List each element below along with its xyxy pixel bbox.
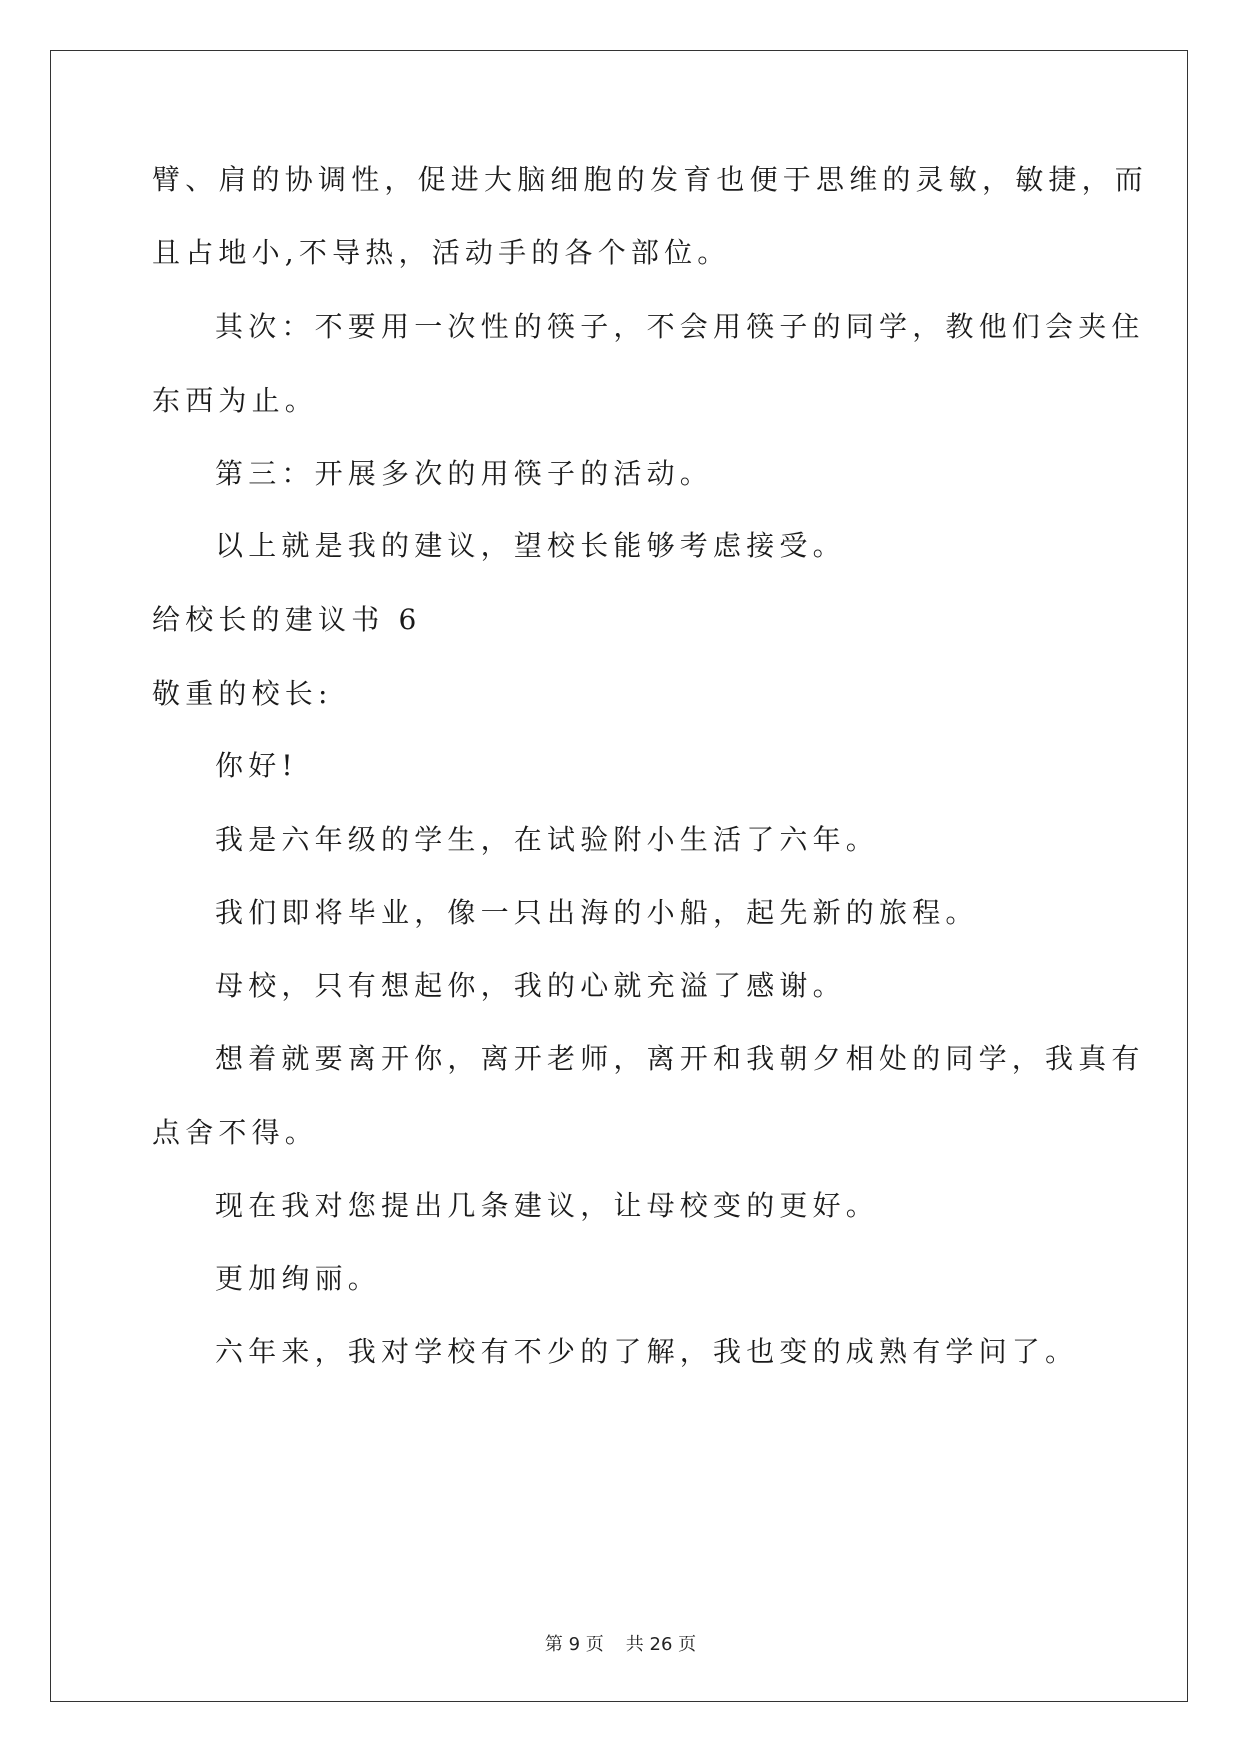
salutation: 敬重的校长: [152,677,333,710]
page-total: 共 26 页 [625,1634,697,1655]
text-line: 其次：不要用一次性的筷子，不会用筷子的同学，教他们会夹住 [215,310,1145,343]
page-footer [0,1630,1241,1656]
text-line: 想着就要离开你，离开老师，离开和我朝夕相处的同学，我真有 [215,1042,1145,1075]
text-line: 以上就是我的建议，望校长能够考虑接受。 [215,529,846,562]
text-line: 且占地小,不导热，活动手的各个部位。 [152,236,731,269]
text-line: 东西为止。 [152,384,319,417]
page-frame [50,50,1188,1702]
section-heading: 给校长的建议书 6 [152,603,422,636]
text-line: 现在我对您提出几条建议，让母校变的更好。 [215,1189,880,1222]
text-line: 臂、肩的协调性，促进大脑细胞的发育也便于思维的灵敏，敏捷，而 [152,163,1149,196]
text-line: 母校，只有想起你，我的心就充溢了感谢。 [215,969,846,1002]
text-line: 第三：开展多次的用筷子的活动。 [215,457,714,490]
text-line: 更加绚丽。 [215,1262,382,1295]
text-line: 我是六年级的学生，在试验附小生活了六年。 [215,823,880,856]
text-line: 我们即将毕业，像一只出海的小船，起先新的旅程。 [215,896,979,929]
text-line: 六年来，我对学校有不少的了解，我也变的成熟有学问了。 [215,1335,1079,1368]
greeting: 你好! [215,749,298,782]
page-number: 第 9 页 [544,1634,604,1655]
text-line: 点舍不得。 [152,1116,319,1149]
